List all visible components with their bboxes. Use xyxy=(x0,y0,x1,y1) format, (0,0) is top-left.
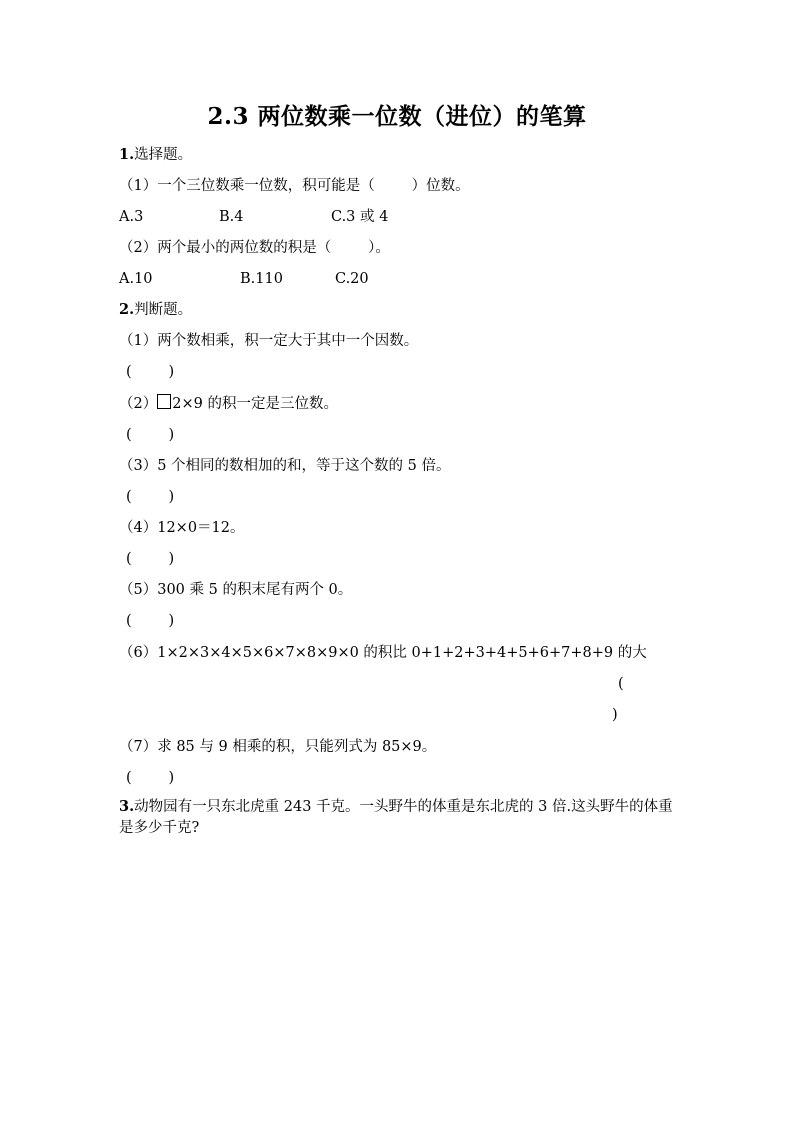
judge-item-2-rest: 2×9 的积一定是三位数。 xyxy=(172,396,338,412)
question-1-2: （2）两个最小的两位数的积是（ ）。 xyxy=(119,240,390,256)
judge-item-5: （5）300 乘 5 的积末尾有两个 0。 xyxy=(119,582,353,598)
section-3-text: 动物园有一只东北虎重 243 千克。一头野牛的体重是东北虎的 3 倍.这头野牛的体重是多少千克? xyxy=(119,799,673,836)
section-1-number: 1. xyxy=(119,146,135,163)
option-1-1-b: B.4 xyxy=(219,209,244,225)
judge-answer-4[interactable]: ( ) xyxy=(126,551,175,567)
blank-box-icon xyxy=(157,394,171,409)
section-1-heading xyxy=(119,145,192,165)
section-2-heading xyxy=(119,300,192,320)
option-1-1-a: A.3 xyxy=(119,209,144,225)
question-1-1: （1）一个三位数乘一位数，积可能是（ ）位数。 xyxy=(119,178,470,194)
judge-answer-3[interactable]: ( ) xyxy=(126,489,175,505)
judge-answer-1[interactable]: ( ) xyxy=(126,364,175,380)
page-title: 2.3 两位数乘一位数（进位）的笔算 xyxy=(207,103,587,130)
judge-item-7: （7）求 85 与 9 相乘的积，只能列式为 85×9。 xyxy=(119,739,437,755)
judge-answer-2[interactable]: ( ) xyxy=(126,427,175,443)
option-1-2-c: C.20 xyxy=(335,271,369,287)
section-2-number: 2. xyxy=(119,301,135,318)
judge-item-6: （6）1×2×3×4×5×6×7×8×9×0 的积比 0+1+2+3+4+5+6+7+8+9 的大 xyxy=(119,645,647,661)
judge-answer-7[interactable]: ( ) xyxy=(126,770,175,786)
judge-answer-6-open[interactable]: ( xyxy=(618,676,624,692)
section-3-number: 3. xyxy=(119,798,135,815)
section-2-title: 判断题。 xyxy=(134,302,193,318)
judge-item-3: （3）5 个相同的数相加的和，等于这个数的 5 倍。 xyxy=(119,458,451,474)
judge-item-4: （4）12×0＝12。 xyxy=(119,520,245,536)
option-1-2-b: B.110 xyxy=(240,271,283,287)
judge-item-1: （1）两个数相乘，积一定大于其中一个因数。 xyxy=(119,333,419,349)
judge-item-2 xyxy=(119,394,338,414)
option-1-2-a: A.10 xyxy=(119,271,153,287)
judge-answer-6-close[interactable]: ) xyxy=(612,707,618,723)
section-3-problem xyxy=(119,796,679,839)
option-1-1-c: C.3 或 4 xyxy=(331,209,389,225)
section-1-title: 选择题。 xyxy=(134,147,193,163)
judge-answer-5[interactable]: ( ) xyxy=(126,613,175,629)
judge-item-2-prefix: （2） xyxy=(119,396,158,412)
